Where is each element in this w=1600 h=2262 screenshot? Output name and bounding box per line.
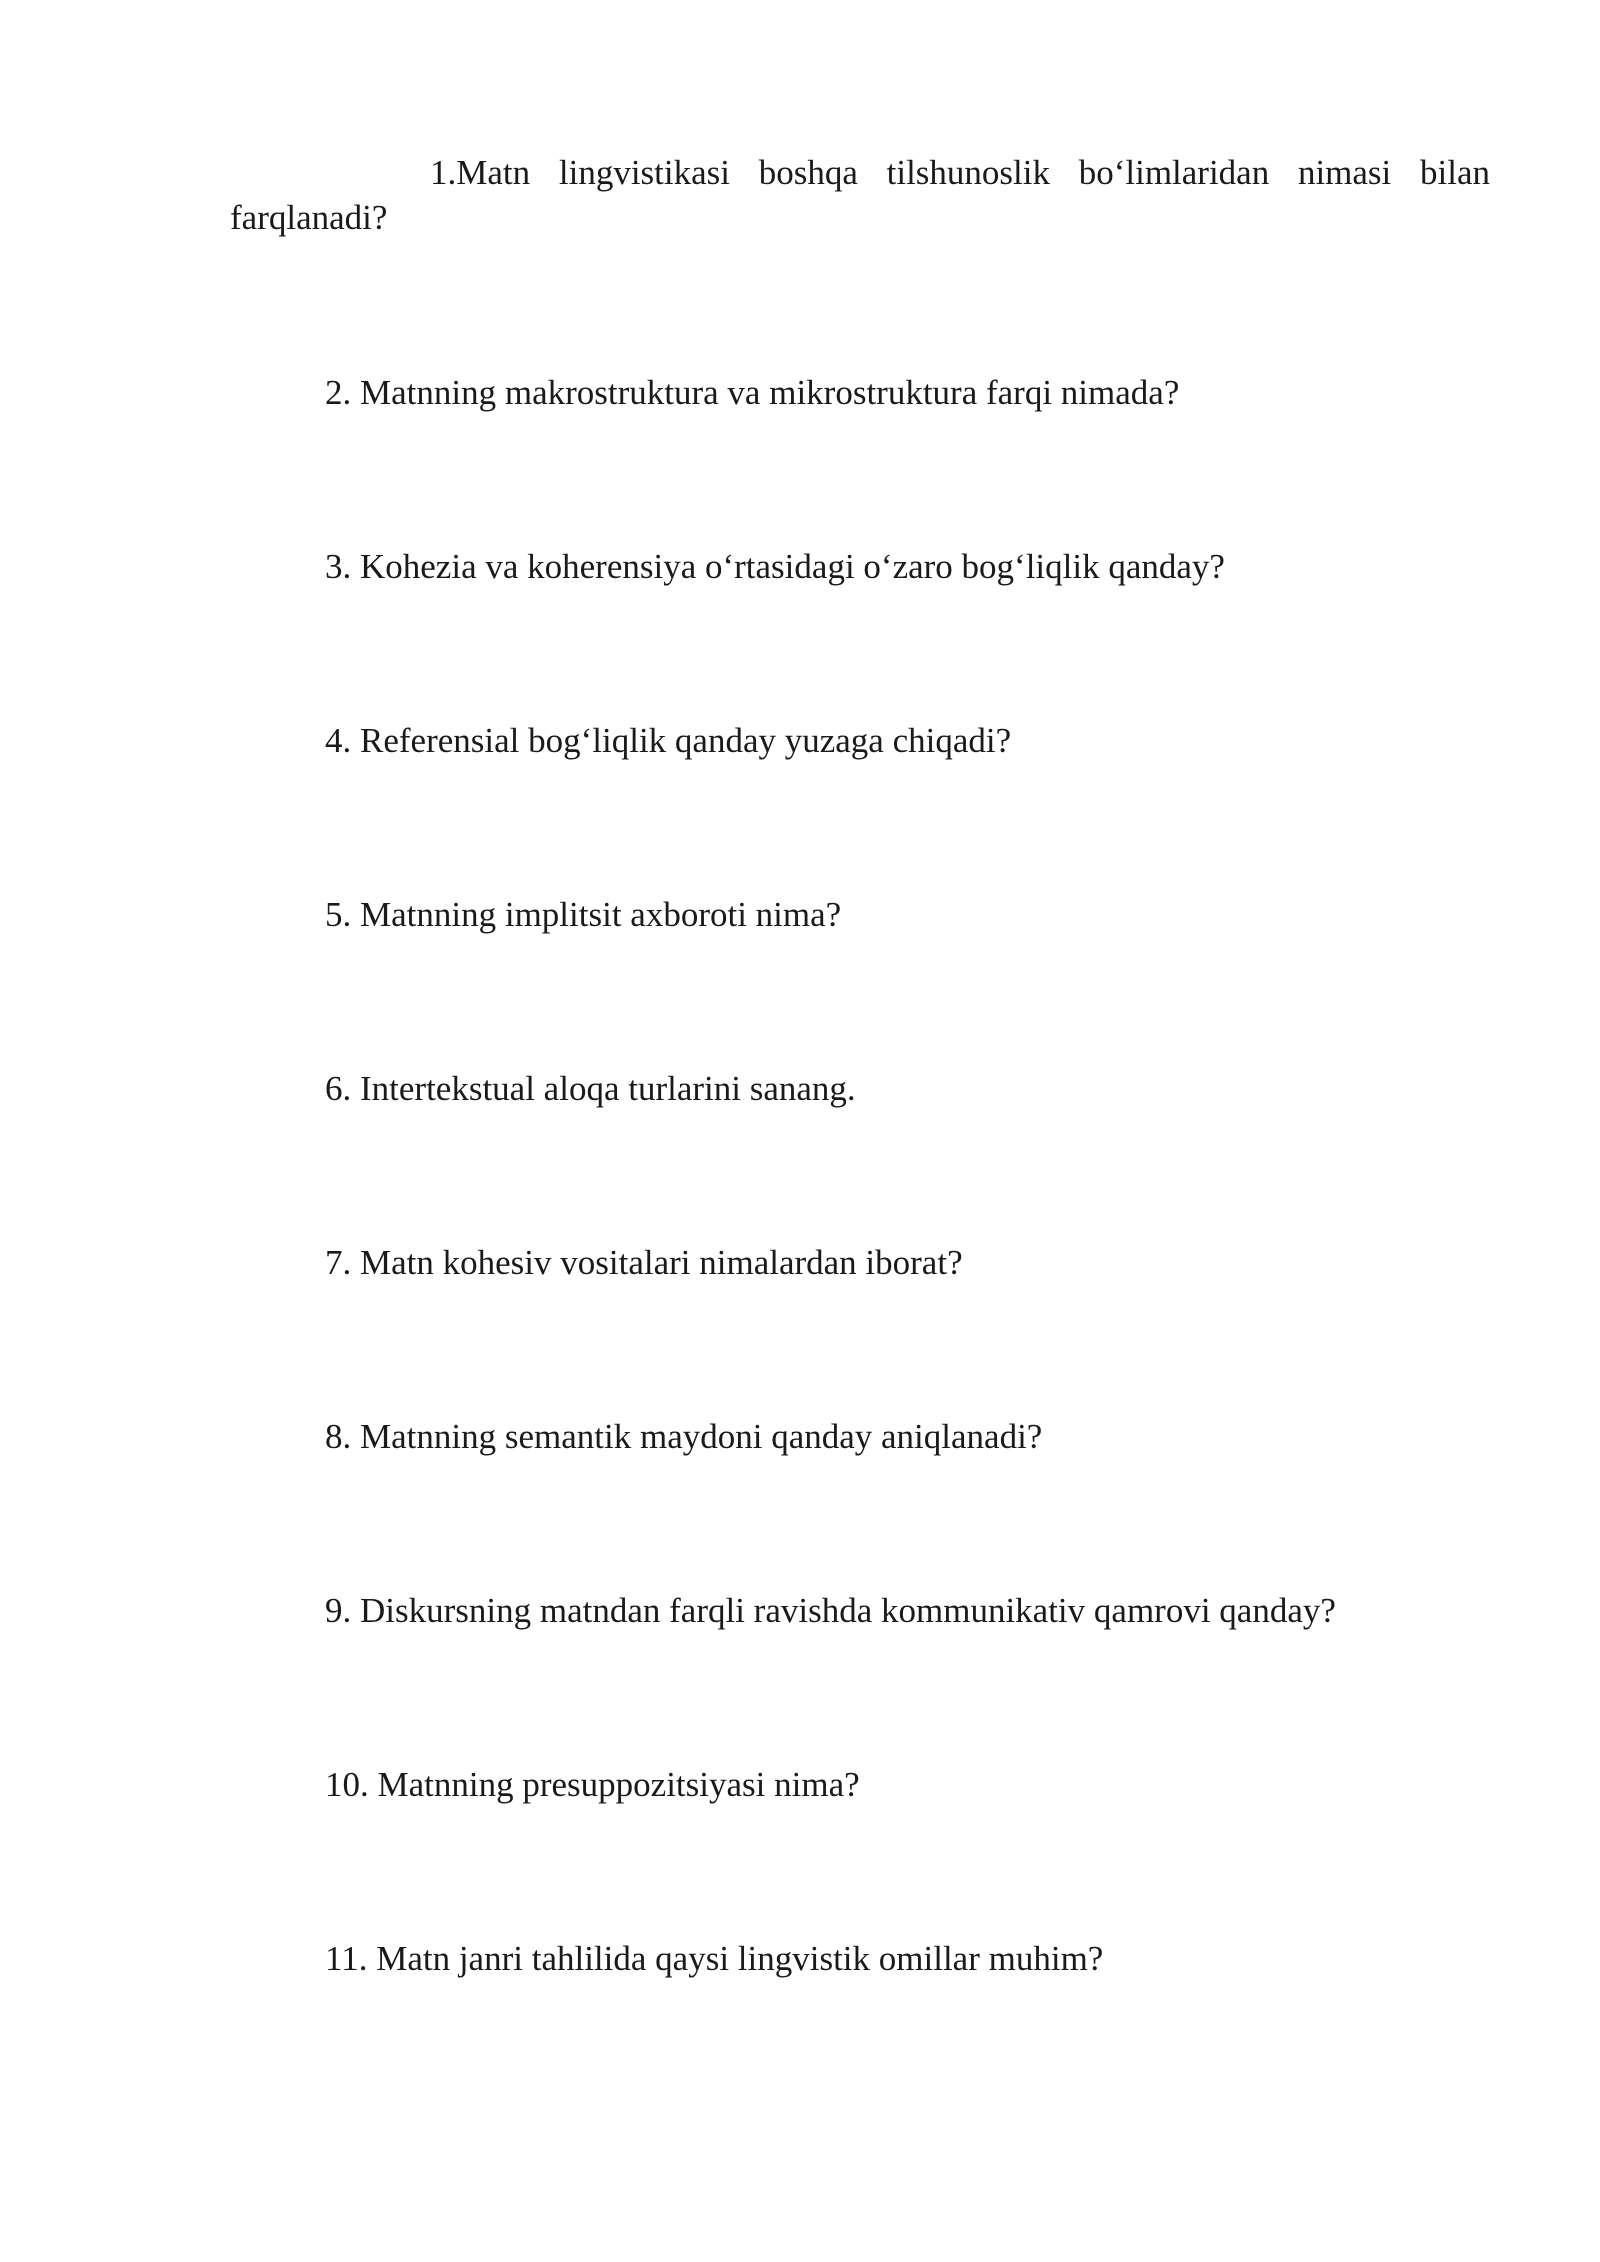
question-6: 6. Intertekstual aloqa turlarini sanang.: [325, 1069, 856, 1108]
question-7: 7. Matn kohesiv vositalari nimalardan iborat?: [325, 1243, 963, 1282]
question-8: 8. Matnning semantik maydoni qanday aniqlanadi?: [325, 1417, 1043, 1456]
question-5: 5. Matnning implitsit axboroti nima?: [325, 895, 842, 934]
question-3: 3. Kohezia va koherensiya o‘rtasidagi o‘zaro bog‘liqlik qanday?: [325, 547, 1225, 586]
question-4: 4. Referensial bog‘liqlik qanday yuzaga chiqadi?: [325, 721, 1012, 760]
question-1: 1.Matn lingvistikasi boshqa tilshunoslik bo‘limlaridan nimasi bilan farqlanadi?: [230, 153, 1490, 237]
question-10: 10. Matnning presuppozitsiyasi nima?: [325, 1765, 860, 1804]
question-9: 9. Diskursning matndan farqli ravishda kommunikativ qamrovi qanday?: [325, 1591, 1336, 1630]
question-2: 2. Matnning makrostruktura va mikrostruktura farqi nimada?: [325, 373, 1180, 412]
question-11: 11. Matn janri tahlilida qaysi lingvistik omillar muhim?: [325, 1939, 1104, 1978]
